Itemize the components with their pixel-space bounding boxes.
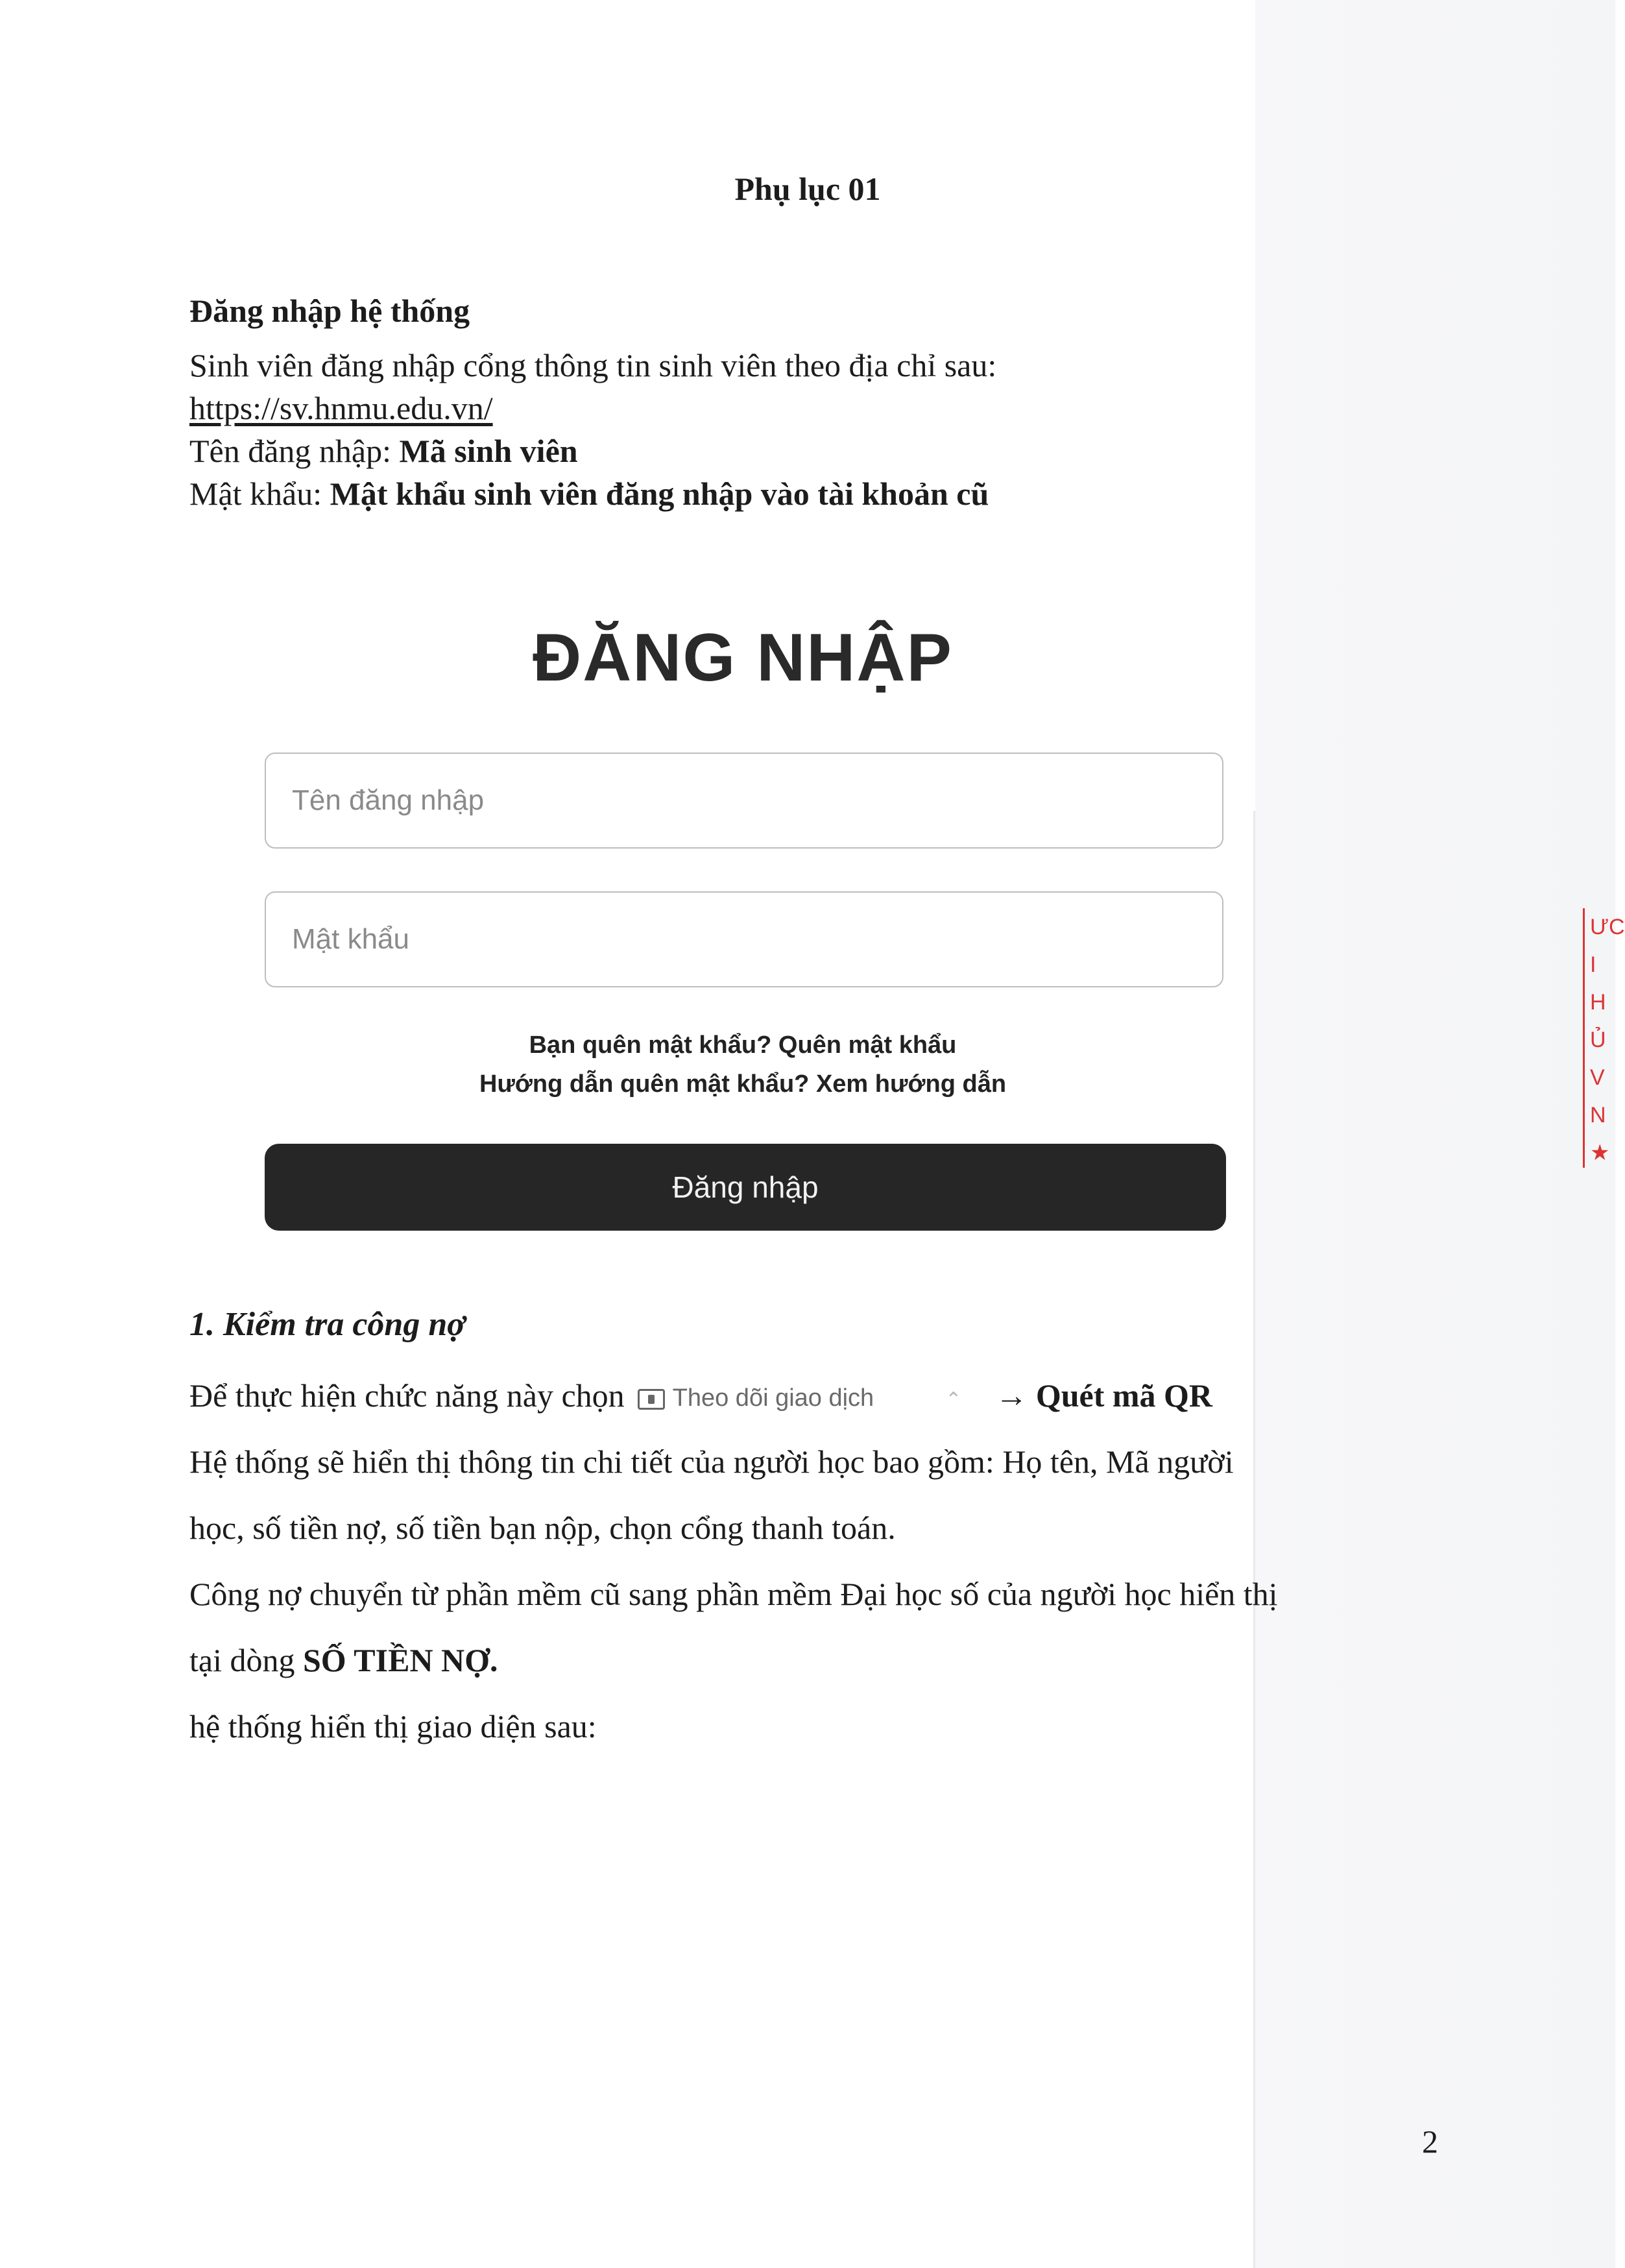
forgot-password-line — [0, 1031, 1486, 1059]
password-label: Mật khẩu: — [189, 476, 330, 512]
forgot-password-link[interactable]: Quên mật khẩu — [778, 1031, 957, 1059]
page-number: 2 — [1422, 2123, 1438, 2160]
password-placeholder: Mật khẩu — [292, 923, 409, 955]
password-guide-prompt: Hướng dẫn quên mật khẩu? — [479, 1070, 816, 1098]
chevron-icon: ⌃ — [945, 1389, 962, 1411]
red-seal-fragment — [1583, 908, 1625, 1168]
username-value: Mã sinh viên — [399, 433, 578, 469]
seal-text-3: Ủ — [1590, 1028, 1606, 1052]
forgot-password-prompt: Bạn quên mật khẩu? — [529, 1031, 778, 1059]
para2-line2-prefix: tại dòng — [189, 1642, 303, 1678]
password-instruction — [189, 472, 989, 515]
portal-url-link[interactable]: https://sv.hnmu.edu.vn/ — [189, 390, 493, 426]
para2-line2 — [189, 1639, 498, 1682]
password-value: Mật khẩu sinh viên đăng nhập vào tài khoản cũ — [330, 476, 989, 512]
para3: hệ thống hiển thị giao diện sau: — [189, 1708, 597, 1744]
section1-instruction — [189, 1374, 1212, 1421]
password-guide-link[interactable]: Xem hướng dẫn — [815, 1070, 1007, 1098]
login-section-heading: Đăng nhập hệ thống — [189, 293, 470, 329]
password-input[interactable] — [265, 891, 1223, 987]
scan-edge-line — [1253, 811, 1255, 2268]
debt-amount-label: SỐ TIỀN NỢ. — [302, 1642, 498, 1678]
seal-text-1: ƯC — [1590, 915, 1625, 939]
appendix-title: Phụ lục 01 — [734, 171, 881, 207]
username-input[interactable] — [265, 753, 1223, 849]
login-form-title: ĐĂNG NHẬP — [533, 620, 953, 695]
section1-instruction-text: Để thực hiện chức năng này chọn — [189, 1377, 625, 1414]
seal-star-icon: ★ — [1590, 1140, 1610, 1165]
login-submit-button[interactable]: Đăng nhập — [265, 1144, 1226, 1231]
seal-text-4: V N — [1590, 1065, 1606, 1128]
para1-line1: Hệ thống sẽ hiển thị thông tin chi tiết của người học bao gồm: Họ tên, Mã người — [189, 1443, 1234, 1480]
seal-text-2: I H — [1590, 952, 1606, 1015]
para2-line1: Công nợ chuyển từ phần mềm cũ sang phần mềm Đại học số của người học hiển thị — [189, 1576, 1278, 1612]
scan-shadow-band — [1255, 0, 1625, 2268]
username-placeholder: Tên đăng nhập — [292, 784, 485, 816]
menu-item-transactions-label: Theo dõi giao dịch — [672, 1384, 874, 1412]
password-guide-line — [0, 1070, 1486, 1098]
username-label: Tên đăng nhập: — [189, 433, 400, 469]
username-instruction — [189, 429, 578, 472]
section1-heading: 1. Kiểm tra công nợ — [189, 1306, 466, 1343]
wallet-icon — [638, 1389, 665, 1410]
scan-qr-step: → Quét mã QR — [995, 1377, 1213, 1414]
para1-line2: học, số tiền nợ, số tiền bạn nộp, chọn cổng thanh toán. — [189, 1510, 896, 1546]
menu-item-transactions[interactable] — [638, 1377, 988, 1421]
login-intro: Sinh viên đăng nhập cổng thông tin sinh viên theo địa chỉ sau: — [189, 347, 997, 383]
